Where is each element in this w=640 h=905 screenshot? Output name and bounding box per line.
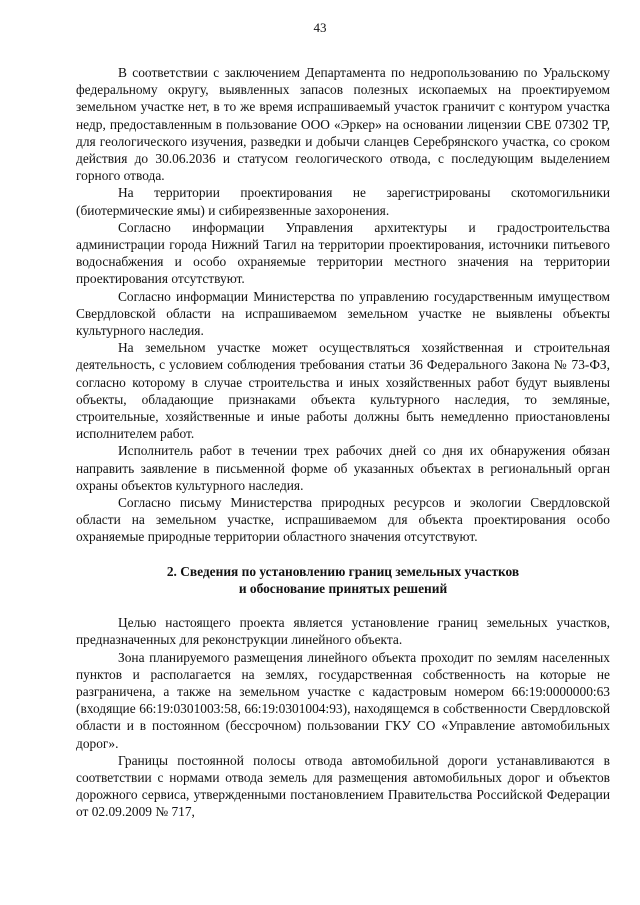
paragraph-cattle-burial: На территории проектирования не зарегистрированы скотомогильники (биотермические ямы) и сибиреязвенные захоронения. bbox=[76, 185, 610, 218]
paragraph-placement-zone: Зона планируемого размещения линейного объекта проходит по землям населенных пунктов и располагается на землях, государственная собственность на которые не разграничена, а также на земельном участке с кадастровым номером 66:19:0000000:63 (входящие 66:19:0301003:58, 66:19:0301004:93), находящемся в собственности Свердловской области и в постоянном (бессрочном) пользовании ГКУ СО «Управление автомобильных дорог». bbox=[76, 649, 610, 751]
paragraph-subsoil-conclusion: В соответствии с заключением Департамента по недропользованию по Уральскому федеральному округу, выявленных запасов полезных ископаемых на проектируемом земельном участке нет, в то же время испрашиваемый участок граничит с контуром участка недр, предоставленным в пользование ООО «Эркер» на основании лицензии СВЕ 07302 ТР, для геологического изучения, разведки и добычи сланцев Серебрянского участка, со сроком действия до 30.06.2036 и статусом геологического отвода, с последующим выделением горного отвода. bbox=[76, 65, 610, 184]
document-body bbox=[76, 64, 610, 821]
section-heading-line-1: 2. Сведения по установлению границ земельных участков bbox=[166, 563, 520, 579]
section-heading bbox=[76, 563, 610, 597]
paragraph-project-goal: Целью настоящего проекта является установление границ земельных участков, предназначенных для реконструкции линейного объекта. bbox=[76, 615, 610, 648]
paragraph-right-of-way: Границы постоянной полосы отвода автомобильной дороги устанавливаются в соответствии с нормами отвода земель для размещения автомобильных дорог и объектов дорожного сервиса, утвержденными постановлением Правительства Российской Федерации от 02.09.2009 № 717, bbox=[76, 752, 610, 820]
paragraph-ecology-ministry: Согласно письму Министерства природных ресурсов и экологии Свердловской области на земельном участке, испрашиваемом для объекта проектирования особо охраняемые природные территории областного значения отсутствуют. bbox=[76, 495, 610, 545]
paragraph-construction-activity: На земельном участке может осуществляться хозяйственная и строительная деятельность, с условием соблюдения требования статьи 36 Федерального Закона № 73-ФЗ, согласно которому в случае строительства и иных хозяйственных работ будут выявлены объекты, обладающие признаками объекта культурного наследия, то земляные, строительные, хозяйственные и иные работы должны быть немедленно приостановлены исполнителем работ. bbox=[76, 340, 610, 442]
section-heading-line-2: и обоснование принятых решений bbox=[238, 580, 448, 596]
paragraph-architecture-info: Согласно информации Управления архитектуры и градостроительства администрации города Нижний Тагил на территории проектирования, источники питьевого водоснабжения и особо охраняемые территории местного значения на территории проектирования отсутствуют. bbox=[76, 219, 610, 287]
paragraph-contractor-duty: Исполнитель работ в течении трех рабочих дней со дня их обнаружения обязан направить заявление в письменной форме об указанных объектах в региональный орган охраны объектов культурного наследия. bbox=[76, 443, 610, 493]
paragraph-property-ministry: Согласно информации Министерства по управлению государственным имуществом Свердловской области на испрашиваемом земельном участке не выявлены объекты культурного наследия. bbox=[76, 288, 610, 339]
page-number: 43 bbox=[313, 20, 327, 35]
